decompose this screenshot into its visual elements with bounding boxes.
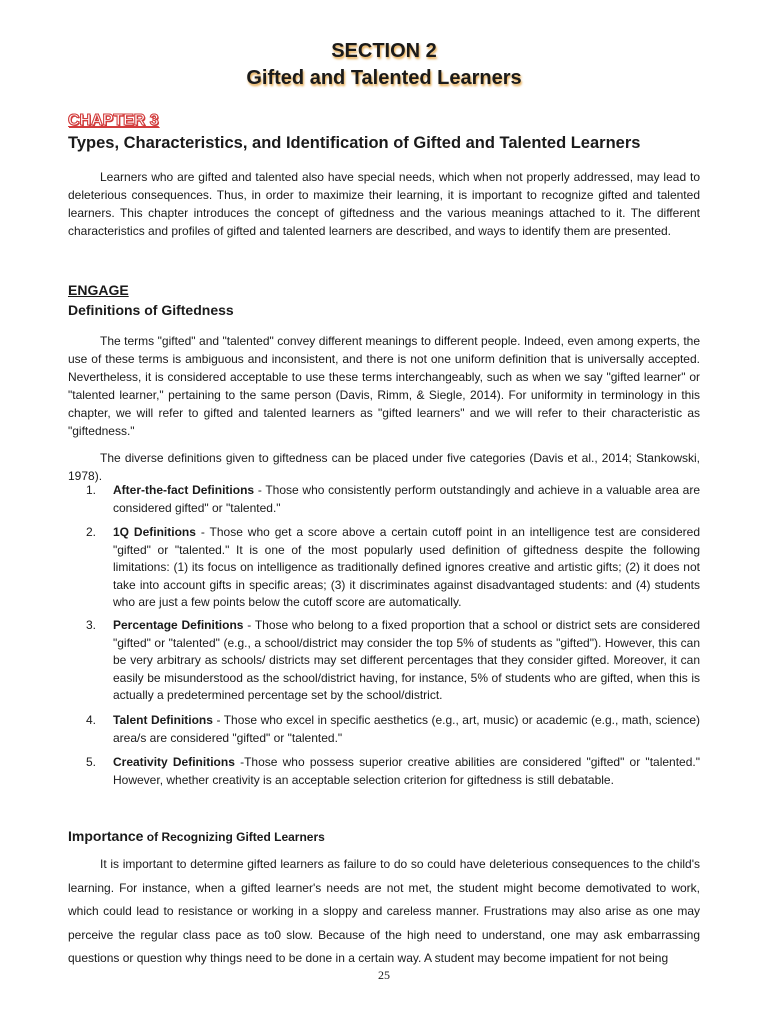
categories-paragraph: The diverse definitions given to giftedness can be placed under five categories (Davis et al., 2014; Stankowski, 1978). <box>68 451 700 483</box>
list-term: Talent Definitions <box>113 713 213 727</box>
list-term: 1Q Definitions <box>113 525 196 539</box>
list-item <box>86 524 700 612</box>
list-number: 3. <box>86 618 97 632</box>
list-text: - Those who belong to a fixed proportion that a school or district sets are considered "gifted" or "talented" (e.g., a school/district may consider the top 5% of students as "gifted"). However, this can be very arbitrary as schools/ districts may set different percentages that they consider gifted. Moreover, it can easily be misunderstood as the school/district having, for instance, 5% of students who are gifted, when this is actually a predetermined percentage set by the school/district. <box>113 618 700 702</box>
list-item <box>86 617 700 705</box>
chapter-intro-paragraph: Learners who are gifted and talented also have special needs, which when not properly addressed, may lead to deleterious consequences. Thus, in order to maximize their learning, it is important to recognize gifted and talented learners. This chapter introduces the concept of giftedness and the various meanings attached to it. The different characteristics and profiles of gifted and talented learners are described, and ways to identify them are presented. <box>68 170 700 238</box>
chapter-label: CHAPTER 3 <box>68 112 159 129</box>
importance-paragraph: It is important to determine gifted learners as failure to do so could have deleterious consequences to the child's learning. For instance, when a gifted learner's needs are not met, the student might become demotivated to work, which could lead to resistance or working in a sloppy and careless manner. Frustrations may also arise as one may perceive the regular class pace as to0 slow. Because of the high need to understand, one may ask embarrassing questions or question why things need to be done in a certain way. A student may become impatient for not being <box>68 857 700 965</box>
engage-heading: ENGAGE <box>68 282 129 298</box>
list-term: Percentage Definitions <box>113 618 244 632</box>
page-number: 25 <box>378 968 390 982</box>
list-text: - Those who get a score above a certain cutoff point in an intelligence test are considered "gifted" or "talented." It is one of the most popularly used definition of giftedness despite the following limitations: (1) its focus on intelligence as traditionally defined ignores creative and artistic gifts; (2) it does not take into account gifts in specific areas; (3) it discriminates against disadvantaged students: and (4) students who are just a few points below the cutoff score are automatically. <box>113 525 700 609</box>
list-item <box>86 754 700 789</box>
importance-heading-rest: of Recognizing Gifted Learners <box>143 830 325 844</box>
definitions-paragraph: The terms "gifted" and "talented" convey different meanings to different people. Indeed, even among experts, the use of these terms is ambiguous and inconsistent, and there is not one uniform definition that is universally accepted. Nevertheless, it is considered acceptable to use these terms interchangeably, such as when we say "gifted learner" or "talented learner," pertaining to the same person (Davis, Rimm, & Siegle, 2014). For uniformity in terminology in this chapter, we will refer to gifted and talented learners as "gifted learners" and we will refer to their characteristic as "giftedness." <box>68 334 700 438</box>
importance-heading-main: Importance <box>68 828 144 844</box>
list-text: - Those who consistently perform outstandingly and achieve in a valuable area are considered gifted" or "talented." <box>113 483 701 515</box>
list-term: After-the-fact Definitions <box>113 483 255 497</box>
list-number: 4. <box>86 713 97 727</box>
list-text: - Those who excel in specific aesthetics (e.g., art, music) or academic (e.g., math, science) area/s are considered "gifted" or "talented." <box>113 713 701 745</box>
list-number: 2. <box>86 525 97 539</box>
list-text: -Those who possess superior creative abilities are considered "gifted" or "talented." However, whether creativity is an acceptable selection criterion for giftedness is still debatable. <box>113 755 700 787</box>
list-term: Creativity Definitions <box>113 755 235 769</box>
list-item <box>86 712 700 747</box>
importance-heading <box>68 828 325 844</box>
chapter-title: Types, Characteristics, and Identification of Gifted and Talented Learners <box>68 134 641 152</box>
definitions-heading: Definitions of Giftedness <box>68 302 234 318</box>
list-item <box>86 482 700 517</box>
section-number: SECTION 2 <box>331 40 437 62</box>
section-title: Gifted and Talented Learners <box>246 67 522 89</box>
list-number: 5. <box>86 755 97 769</box>
list-number: 1. <box>86 483 97 497</box>
